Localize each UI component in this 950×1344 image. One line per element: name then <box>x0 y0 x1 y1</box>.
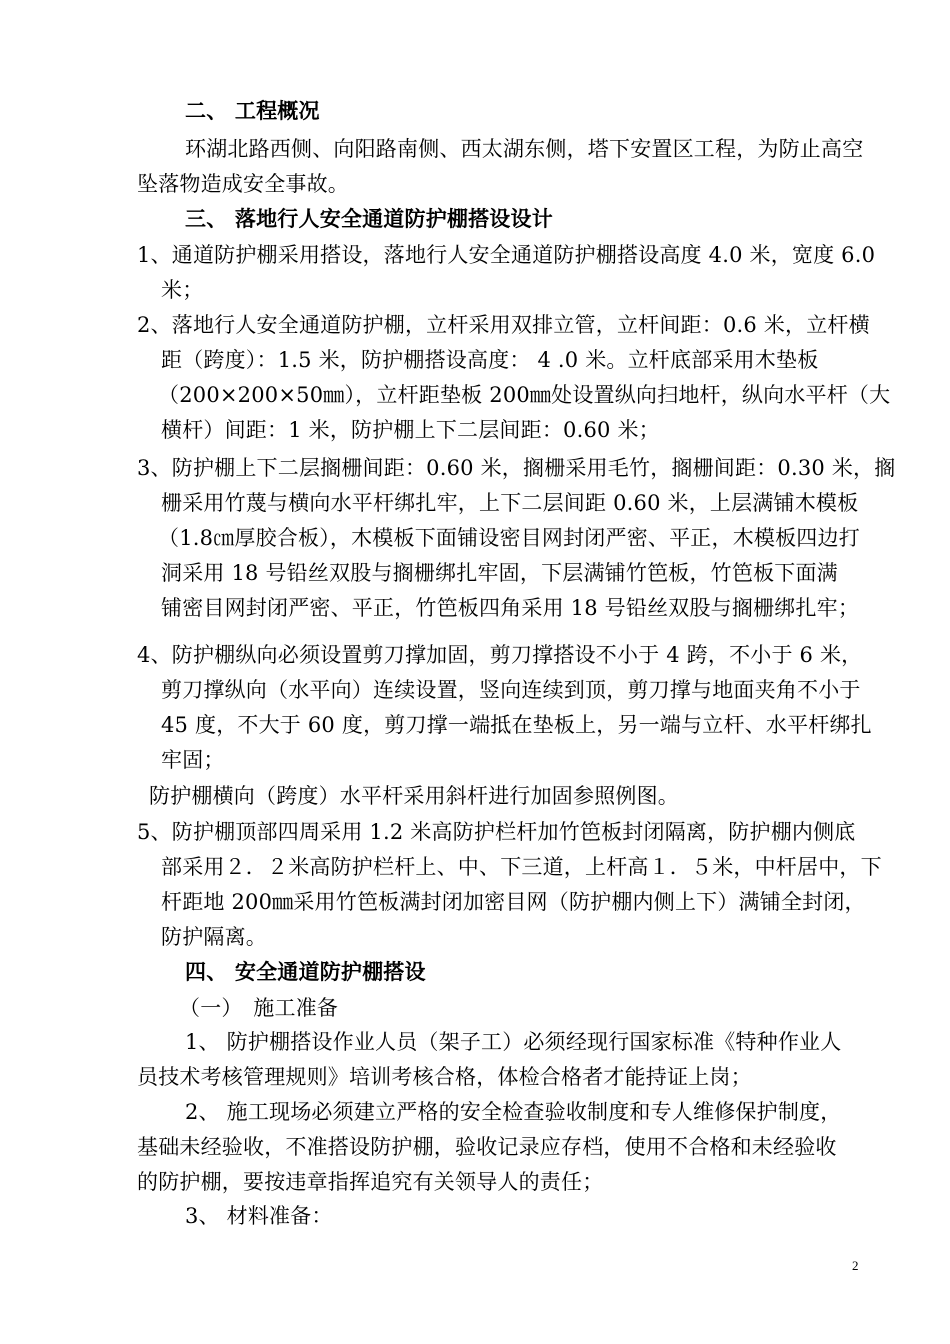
list-item-line: （200×200×50㎜），立杆距垫板 200㎜处设置纵向扫地杆，纵向水平杆（大 <box>158 383 891 407</box>
list-item-line: 防护隔离。 <box>161 925 267 949</box>
section-heading: 二、 工程概况 <box>185 99 320 123</box>
paragraph-line: 的防护棚，要按违章指挥追究有关领导人的责任； <box>137 1170 604 1194</box>
list-item-line: 杆距地 200㎜采用竹笆板满封闭加密目网（防护棚内侧上下）满铺全封闭， <box>161 890 866 914</box>
list-item-line: 米； <box>161 278 204 302</box>
section-heading: 三、 落地行人安全通道防护棚搭设设计 <box>185 207 553 231</box>
list-item-line: 铺密目网封闭严密、平正，竹笆板四角采用 18 号铅丝双股与搁栅绑扎牢； <box>161 596 860 620</box>
paragraph-line: 环湖北路西侧、向阳路南侧、西太湖东侧，塔下安置区工程，为防止高空 <box>185 137 864 161</box>
list-item-line: 牢固； <box>161 748 225 772</box>
paragraph-line: 基础未经验收，不准搭设防护棚，验收记录应存档，使用不合格和未经验收 <box>137 1135 837 1159</box>
list-item-line: 1、通道防护棚采用搭设，落地行人安全通道防护棚搭设高度 4.0 米，宽度 6.0 <box>137 243 876 267</box>
paragraph-line: 1、 防护棚搭设作业人员（架子工）必须经现行国家标准《特种作业人 <box>185 1030 842 1054</box>
list-item-line: 2、落地行人安全通道防护棚，立杆采用双排立管，立杆间距：0.6 米，立杆横 <box>137 313 870 337</box>
list-item-line: 距（跨度）：1.5 米，防护棚搭设高度： 4 .0 米。立杆底部采用木垫板 <box>161 348 819 372</box>
list-item-line: 剪刀撑纵向（水平向）连续设置，竖向连续到顶，剪刀撑与地面夹角不小于 <box>161 678 861 702</box>
list-item-line: 部采用２．２米高防护栏杆上、中、下三道，上杆高１．５米，中杆居中，下 <box>161 855 882 879</box>
list-item-line: 横杆）间距：1 米，防护棚上下二层间距：0.60 米； <box>161 418 660 442</box>
paragraph-line: 防护棚横向（跨度）水平杆采用斜杆进行加固参照例图。 <box>149 784 679 808</box>
list-item-line: 5、防护棚顶部四周采用 1.2 米高防护栏杆加竹笆板封闭隔离，防护棚内侧底 <box>137 820 856 844</box>
list-item-line: （1.8㎝厚胶合板），木模板下面铺设密目网封闭严密、平正，木模板四边打 <box>158 526 860 550</box>
list-item-line: 3、防护棚上下二层搁栅间距：0.60 米，搁栅采用毛竹，搁栅间距：0.30 米，搁 <box>137 456 896 480</box>
section-heading: 四、 安全通道防护棚搭设 <box>185 960 426 984</box>
paragraph-line: 员技术考核管理规则》培训考核合格，体检合格者才能持证上岗； <box>137 1065 752 1089</box>
list-item-line: 栅采用竹蔑与横向水平杆绑扎牢，上下二层间距 0.60 米，上层满铺木模板 <box>161 491 859 515</box>
list-item-line: 4、防护棚纵向必须设置剪刀撑加固，剪刀撑搭设不小于 4 跨，不小于 6 米， <box>137 643 863 667</box>
list-item-line: 45 度，不大于 60 度，剪刀撑一端抵在垫板上，另一端与立杆、水平杆绑扎 <box>161 713 872 737</box>
paragraph-line: 3、 材料准备： <box>185 1204 333 1228</box>
paragraph-line: 坠落物造成安全事故。 <box>137 172 349 196</box>
list-item-line: 洞采用 18 号铅丝双股与搁栅绑扎牢固，下层满铺竹笆板，竹笆板下面满 <box>161 561 838 585</box>
subsection-heading: （一） 施工准备 <box>179 996 339 1020</box>
paragraph-line: 2、 施工现场必须建立严格的安全检查验收制度和专人维修保护制度， <box>185 1100 842 1124</box>
page-number: 2 <box>852 1258 859 1273</box>
